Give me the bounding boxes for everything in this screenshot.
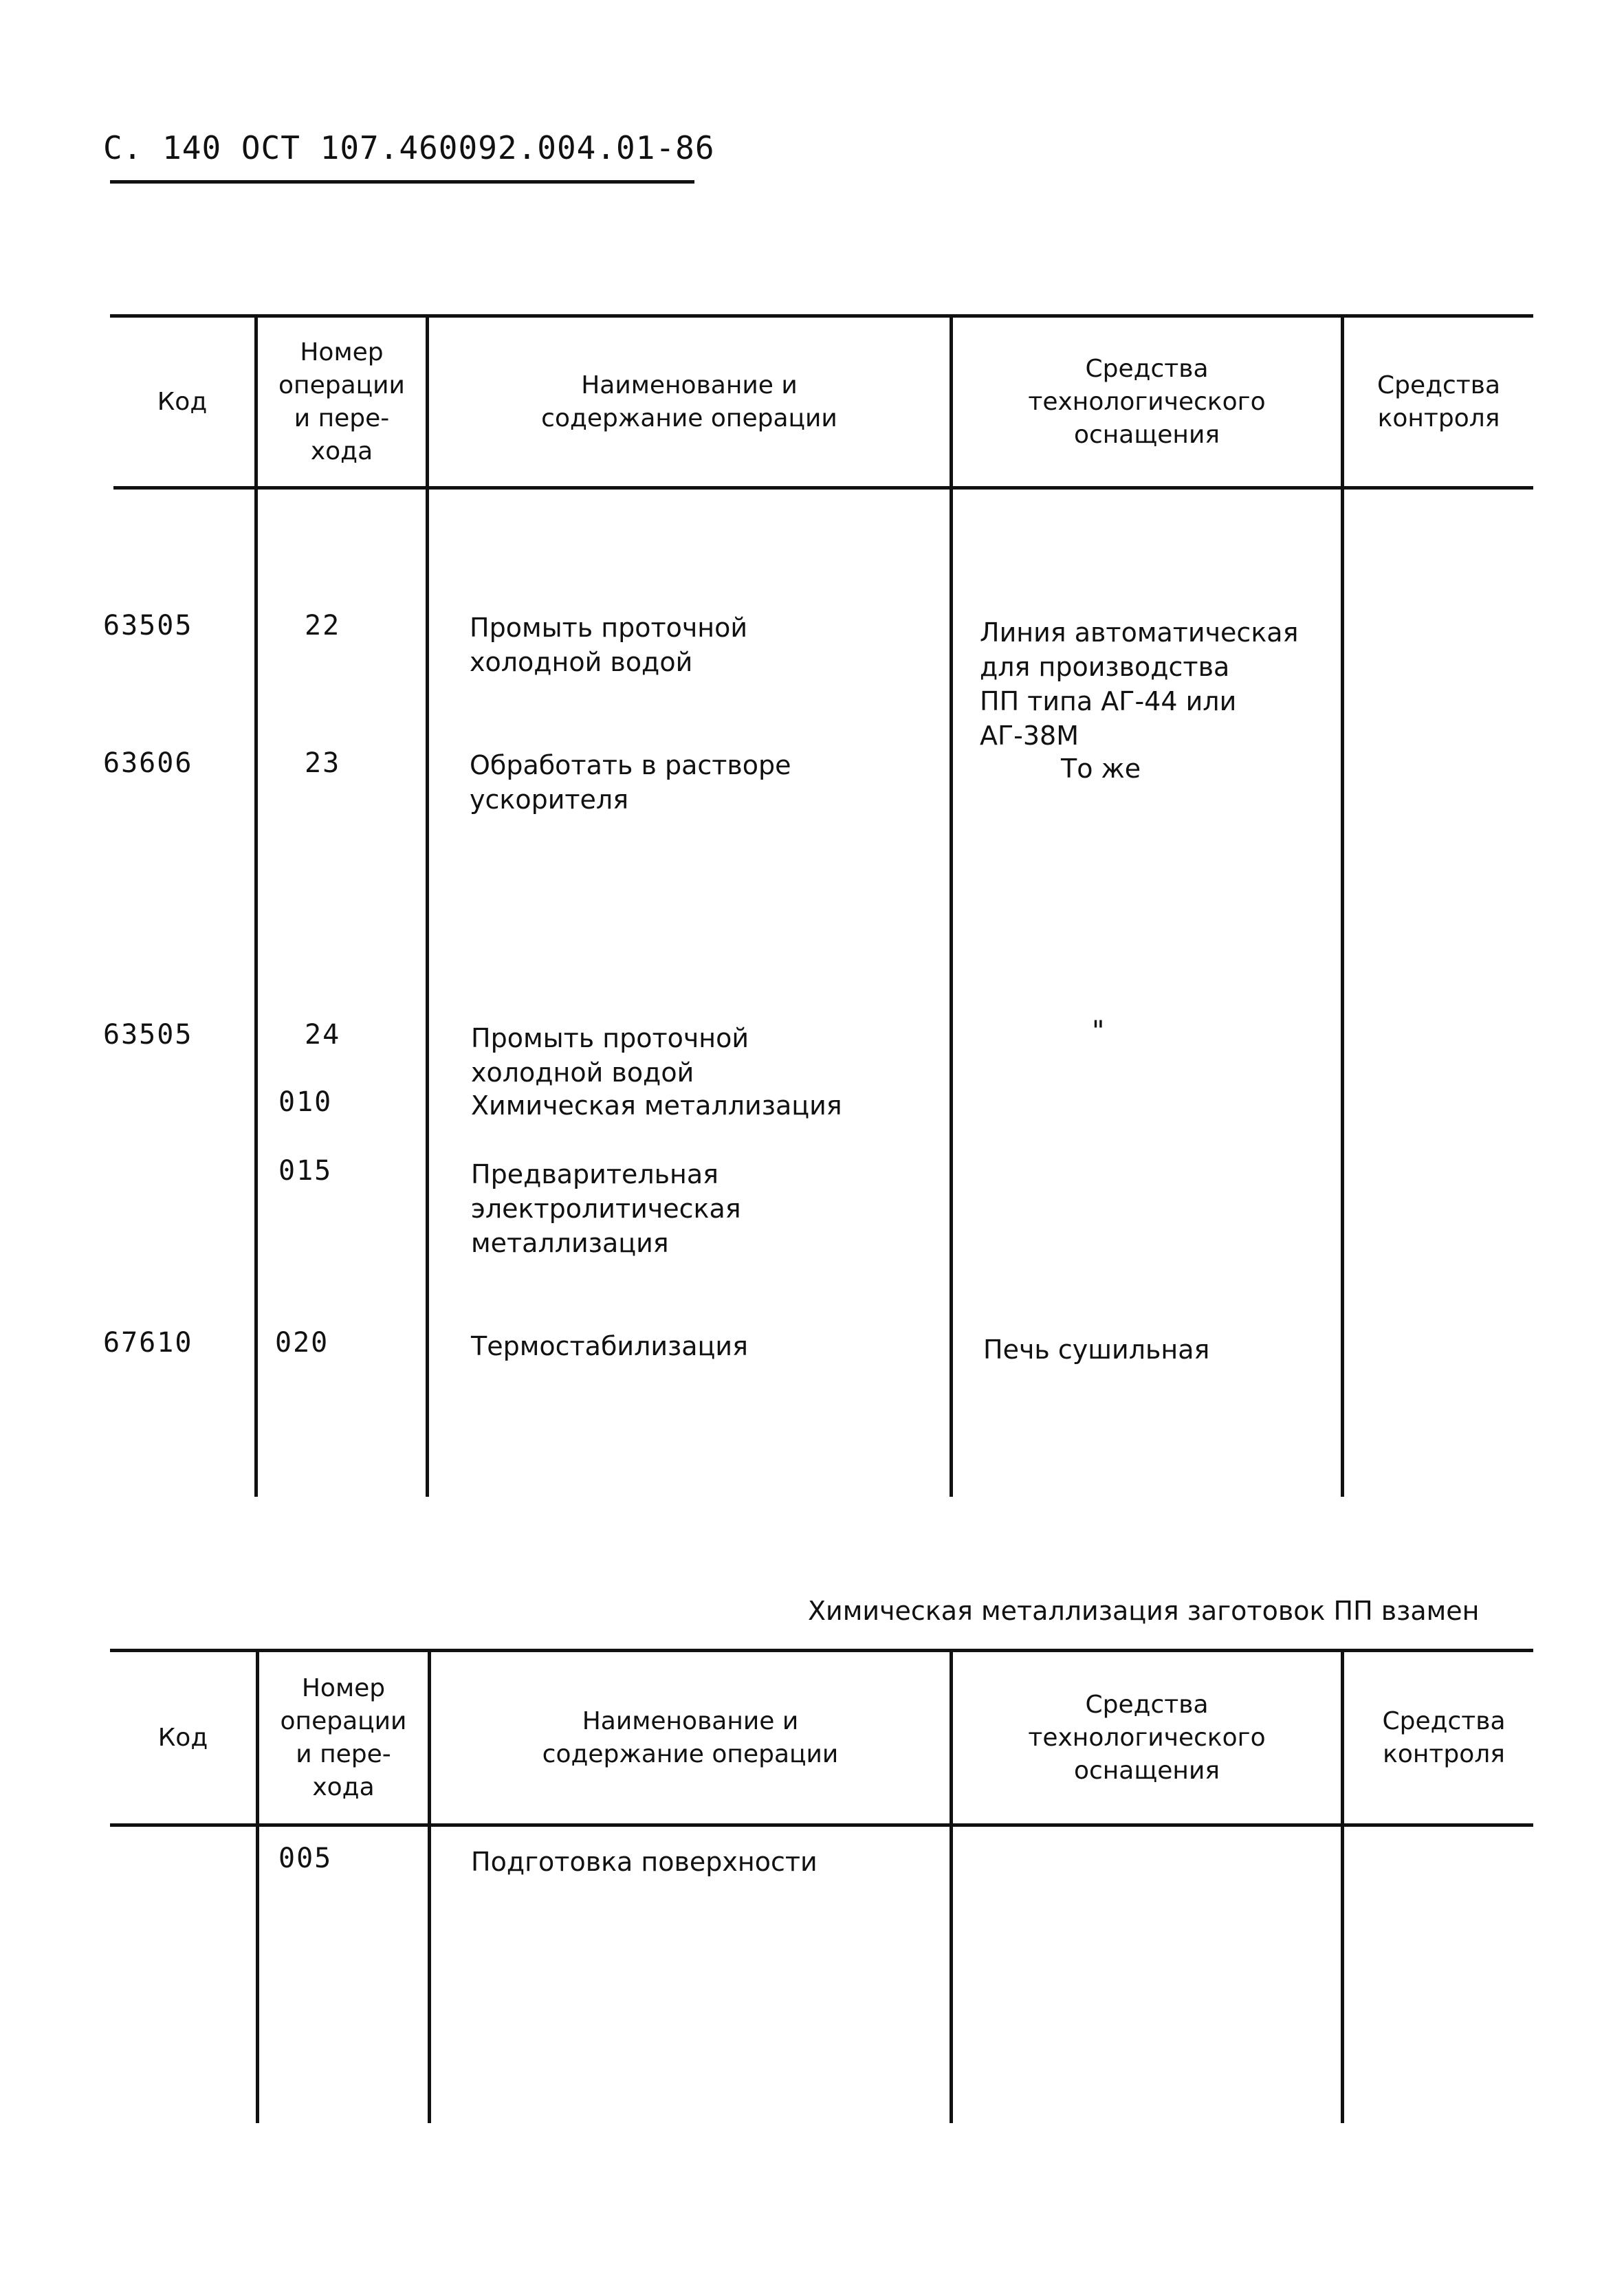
row-op-number: 020 <box>275 1327 329 1359</box>
header-rule <box>110 180 694 184</box>
row-name: Химическая металлизация <box>471 1090 842 1121</box>
table-1-col-divider-4 <box>1341 314 1344 1497</box>
row-code: 67610 <box>103 1327 193 1359</box>
row-equipment: То же <box>1061 754 1141 784</box>
row-name: Подготовка поверхности <box>471 1847 818 1877</box>
row-equipment-ditto: " <box>1092 1015 1105 1047</box>
column-header-name: Наименование и содержание операции <box>541 371 837 432</box>
column-header-equipment: Средства технологического оснащения <box>1028 1690 1266 1785</box>
column-header-control: Средства контроля <box>1382 1706 1506 1768</box>
row-op-number: 010 <box>278 1086 333 1118</box>
row-equipment: Печь сушильная <box>983 1335 1210 1365</box>
row-name: Термостабилизация <box>471 1331 748 1361</box>
row-name: Промыть проточной холодной водой <box>471 1023 749 1088</box>
row-op-number: 015 <box>278 1155 333 1187</box>
row-op-number: 23 <box>305 747 341 779</box>
row-name: Обработать в растворе ускорителя <box>470 750 791 815</box>
row-code: 63505 <box>103 1019 193 1051</box>
row-equipment: Линия автоматическая для производства ПП типа АГ-44 или АГ-38М <box>980 617 1299 751</box>
row-op-number: 24 <box>305 1019 341 1051</box>
table-1-col-divider-3 <box>950 314 953 1497</box>
row-name: Промыть проточной холодной водой <box>470 613 748 677</box>
row-op-number: 005 <box>278 1843 333 1874</box>
row-code: 63606 <box>103 747 193 779</box>
table-1-header-rule <box>113 486 1533 490</box>
column-header-code: Код <box>157 1723 208 1752</box>
column-header-op-number: Номер операции и пере- хода <box>280 1673 407 1801</box>
page-header: С. 140 ОСТ 107.460092.004.01-86 <box>103 129 715 166</box>
column-header-op-number: Номер операции и пере- хода <box>278 338 405 465</box>
table-2-header-rule <box>110 1823 1533 1827</box>
row-code: 63505 <box>103 610 193 641</box>
column-header-name: Наименование и содержание операции <box>542 1706 839 1768</box>
row-op-number: 22 <box>305 610 341 641</box>
row-name: Предварительная электролитическая металлизация <box>471 1159 741 1258</box>
table-2-caption: Химическая металлизация заготовок ПП взамен <box>808 1596 1480 1626</box>
column-header-code: Код <box>157 387 208 416</box>
column-header-equipment: Средства технологического оснащения <box>1028 354 1266 449</box>
table-1-col-divider-1 <box>254 314 258 1497</box>
table-1-col-divider-2 <box>426 314 429 1497</box>
column-header-control: Средства контроля <box>1376 371 1501 432</box>
